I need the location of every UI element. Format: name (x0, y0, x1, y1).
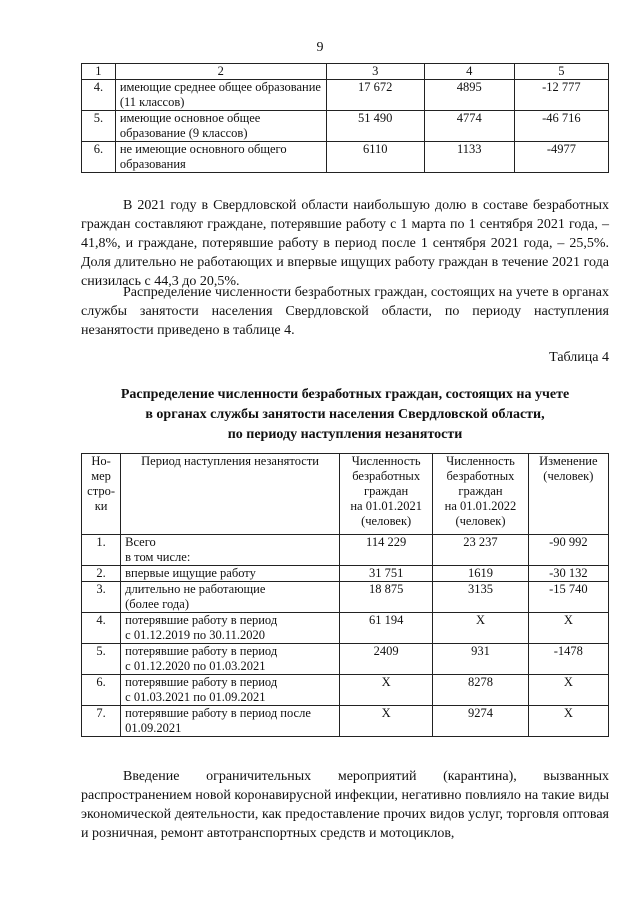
cell-value: -46 716 (514, 111, 608, 142)
header-change: Изменение (человек) (528, 454, 608, 535)
cell-value: 17 672 (326, 80, 424, 111)
column-number-5: 5 (514, 64, 608, 80)
row-label: потерявшие работу в период с 01.12.2019 по 30.11.2020 (121, 613, 340, 644)
body-paragraph: Введение ограничительных мероприятий (карантина), вызванных распространением новой коронавирусной инфекции, негативно повлияло на такие виды экономической деятельности, как предоставление прочих видов услуг, торговля оптовая и розничная, ремонт автотранспортных средств и мотоциклов, (81, 769, 609, 841)
row-label: имеющие основное общее образование (9 классов) (115, 111, 326, 142)
table-title-line: Распределение численности безработных граждан, состоящих на учете (120, 387, 570, 402)
cell-value: Х (339, 706, 432, 737)
cell-value: Х (528, 675, 608, 706)
row-number: 2. (82, 566, 121, 582)
header-count-2021: Численность безработных граждан на 01.01.2021 (человек) (339, 454, 432, 535)
row-number: 4. (82, 80, 116, 111)
table-header-row (82, 64, 609, 80)
table-row (82, 706, 609, 737)
table-title (81, 385, 609, 445)
table-label: Таблица 4 (549, 350, 609, 365)
row-number: 6. (82, 675, 121, 706)
row-number: 6. (82, 142, 116, 173)
row-label: не имеющие основного общего образования (115, 142, 326, 173)
row-label: впервые ищущие работу (121, 566, 340, 582)
cell-value: -90 992 (528, 535, 608, 566)
table-row (82, 111, 609, 142)
cell-value: 8278 (433, 675, 528, 706)
row-label: потерявшие работу в период с 01.12.2020 по 01.03.2021 (121, 644, 340, 675)
table-title-line: по периоду наступления незанятости (227, 427, 463, 442)
cell-value: 18 875 (339, 582, 432, 613)
row-number: 7. (82, 706, 121, 737)
table-row (82, 582, 609, 613)
row-number: 1. (82, 535, 121, 566)
row-number: 5. (82, 111, 116, 142)
header-row-number: Но- мер стро- ки (82, 454, 121, 535)
cell-value: -12 777 (514, 80, 608, 111)
column-number-3: 3 (326, 64, 424, 80)
table-header-row (82, 454, 609, 535)
cell-value: Х (339, 675, 432, 706)
row-label: имеющие среднее общее образование (11 классов) (115, 80, 326, 111)
cell-value: 6110 (326, 142, 424, 173)
cell-value: 61 194 (339, 613, 432, 644)
page-number: 9 (316, 40, 324, 55)
column-number-1: 1 (82, 64, 116, 80)
cell-value: Х (528, 706, 608, 737)
row-label: потерявшие работу в период с 01.03.2021 по 01.09.2021 (121, 675, 340, 706)
table-row (82, 644, 609, 675)
row-label: длительно не работающие (более года) (121, 582, 340, 613)
cell-value: Х (528, 613, 608, 644)
cell-value: -30 132 (528, 566, 608, 582)
continued-table (81, 63, 609, 173)
cell-value: 4774 (424, 111, 514, 142)
cell-value: 1619 (433, 566, 528, 582)
body-paragraph: Распределение численности безработных граждан, состоящих на учете в органах службы занятости населения Свердловской области, по периоду наступления незанятости приведено в таблице 4. (81, 285, 609, 338)
cell-value: 931 (433, 644, 528, 675)
table-row (82, 566, 609, 582)
table-row (82, 80, 609, 111)
cell-value: 114 229 (339, 535, 432, 566)
cell-value: 4895 (424, 80, 514, 111)
cell-value: 9274 (433, 706, 528, 737)
cell-value: Х (433, 613, 528, 644)
cell-value: -15 740 (528, 582, 608, 613)
table-row (82, 675, 609, 706)
cell-value: 23 237 (433, 535, 528, 566)
cell-value: -4977 (514, 142, 608, 173)
header-count-2022: Численность безработных граждан на 01.01.2022 (человек) (433, 454, 528, 535)
cell-value: 3135 (433, 582, 528, 613)
row-number: 5. (82, 644, 121, 675)
cell-value: -1478 (528, 644, 608, 675)
table-title-line: в органах службы занятости населения Свердловской области, (145, 407, 545, 422)
row-number: 3. (82, 582, 121, 613)
cell-value: 1133 (424, 142, 514, 173)
body-paragraph: В 2021 году в Свердловской области наибольшую долю в составе безработных граждан составляют граждане, потерявшие работу с 1 марта по 1 сентября 2021 года, – 41,8%, и граждане, потерявшие работу в период после 1 сентября 2021 года, – 25,5%. Доля длительно не работающих и впервые ищущих работу граждан в течение 2021 года снизилась с 44,3 до 20,5%. (81, 198, 609, 289)
cell-value: 2409 (339, 644, 432, 675)
table-row (82, 142, 609, 173)
row-label: потерявшие работу в период после 01.09.2021 (121, 706, 340, 737)
cell-value: 31 751 (339, 566, 432, 582)
column-number-4: 4 (424, 64, 514, 80)
table-row (82, 535, 609, 566)
unemployment-period-table (81, 453, 609, 737)
table-row (82, 613, 609, 644)
cell-value: 51 490 (326, 111, 424, 142)
column-number-2: 2 (115, 64, 326, 80)
row-number: 4. (82, 613, 121, 644)
row-label: Всего в том числе: (121, 535, 340, 566)
header-period: Период наступления незанятости (121, 454, 340, 535)
